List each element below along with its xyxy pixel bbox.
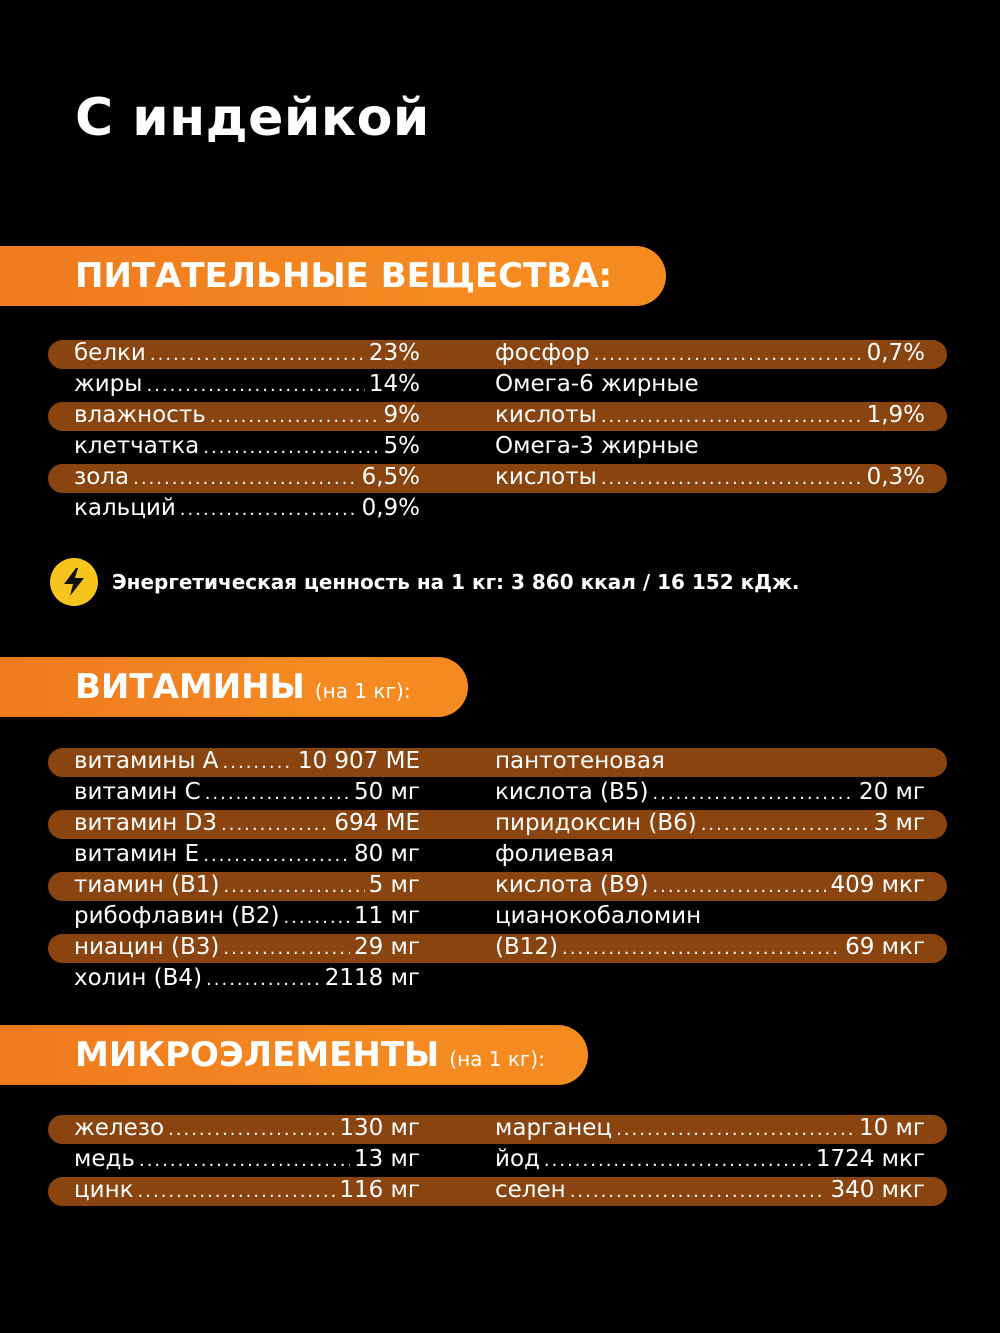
leader-dots [283, 902, 350, 933]
nutrient-label: белки [74, 340, 146, 366]
micro-value: 130 мг [339, 1115, 420, 1141]
nutrient-value: 5% [383, 433, 420, 459]
vitamin-label: холин (В4) [74, 965, 203, 991]
leader-dots [133, 463, 357, 494]
nutrient-label: кислоты [495, 464, 597, 490]
vitamins-heading: ВИТАМИНЫ [75, 667, 305, 707]
vitamin-value: 694 МЕ [334, 810, 420, 836]
leader-dots [601, 463, 863, 494]
vitamin-value: 2118 мг [324, 965, 420, 991]
leader-dots [223, 747, 294, 778]
vitamin-label: кислота (В5) [495, 779, 649, 805]
vitamin-label: (В12) [495, 934, 558, 960]
leader-dots [138, 1176, 336, 1207]
vitamin-row [495, 808, 925, 839]
leader-dots [601, 401, 863, 432]
vitamin-row [74, 839, 420, 870]
lightning-bolt-icon [50, 558, 98, 606]
micro-row [74, 1113, 420, 1144]
micro-value: 13 мг [353, 1146, 420, 1172]
micro-row [495, 1113, 925, 1144]
leader-dots [206, 964, 321, 995]
nutrient-row [495, 338, 925, 369]
vitamin-value: 50 мг [353, 779, 420, 805]
leader-dots [221, 809, 330, 840]
vitamin-row [74, 808, 420, 839]
leader-dots [168, 1114, 335, 1145]
micro-label: медь [74, 1146, 135, 1172]
vitamin-value: 10 907 МЕ [297, 748, 420, 774]
vitamin-row [495, 932, 925, 963]
micro-label: цинк [74, 1177, 134, 1203]
leader-dots [139, 1145, 350, 1176]
vitamin-row [74, 870, 420, 901]
micro-label: железо [74, 1115, 165, 1141]
leader-dots [180, 494, 358, 525]
leader-dots [652, 778, 855, 809]
nutrient-value: 0,7% [866, 340, 925, 366]
micro-row [74, 1175, 420, 1206]
nutrient-row [495, 431, 925, 462]
vitamin-row [495, 839, 925, 870]
leader-dots [210, 401, 380, 432]
nutrient-value: 6,5% [361, 464, 420, 490]
micro-value: 10 мг [858, 1115, 925, 1141]
nutrients-heading: ПИТАТЕЛЬНЫЕ ВЕЩЕСТВА: [75, 256, 613, 296]
leader-dots [223, 871, 364, 902]
vitamins-banner [0, 657, 468, 717]
nutrient-label: Омега-6 жирные [495, 371, 699, 397]
leader-dots [594, 339, 863, 370]
nutrient-value: 14% [368, 371, 420, 397]
leader-dots [652, 871, 826, 902]
nutrient-row [74, 338, 420, 369]
micro-value: 340 мкг [830, 1177, 925, 1203]
nutrient-value: 23% [368, 340, 420, 366]
leader-dots [223, 933, 350, 964]
vitamin-row [495, 870, 925, 901]
vitamin-value: 69 мкг [845, 934, 925, 960]
vitamin-value: 20 мг [858, 779, 925, 805]
leader-dots [203, 432, 379, 463]
nutrients-banner [0, 246, 666, 306]
micro-row [74, 1144, 420, 1175]
vitamin-value: 409 мкг [830, 872, 925, 898]
vitamin-row [74, 777, 420, 808]
micro-heading: МИКРОЭЛЕМЕНТЫ [75, 1035, 440, 1075]
vitamin-label: витамин С [74, 779, 201, 805]
leader-dots [146, 370, 364, 401]
nutrient-row [74, 369, 420, 400]
vitamin-row [74, 932, 420, 963]
leader-dots [570, 1176, 827, 1207]
micro-value: 116 мг [339, 1177, 420, 1203]
vitamin-row [74, 901, 420, 932]
vitamin-label: тиамин (В1) [74, 872, 220, 898]
nutrient-row [495, 462, 925, 493]
vitamin-label: витамины А [74, 748, 219, 774]
energy-line [50, 558, 800, 606]
leader-dots [544, 1145, 812, 1176]
vitamin-label: кислота (В9) [495, 872, 649, 898]
micro-row [495, 1144, 925, 1175]
micro-value: 1724 мкг [815, 1146, 925, 1172]
nutrient-row [74, 462, 420, 493]
nutrient-row [74, 431, 420, 462]
vitamin-row [74, 746, 420, 777]
micro-banner [0, 1025, 588, 1085]
nutrient-value: 9% [383, 402, 420, 428]
nutrient-row [74, 493, 420, 524]
vitamin-label: цианокобаломин [495, 903, 702, 929]
nutrient-label: зола [74, 464, 130, 490]
micro-subheading: (на 1 кг): [449, 1047, 545, 1071]
nutrient-row [495, 400, 925, 431]
vitamin-row [495, 901, 925, 932]
leader-dots [203, 840, 350, 871]
vitamin-label: витамин D3 [74, 810, 217, 836]
nutrient-value: 1,9% [866, 402, 925, 428]
vitamin-value: 5 мг [368, 872, 420, 898]
nutrient-label: жиры [74, 371, 143, 397]
nutrient-row [495, 369, 925, 400]
leader-dots [150, 339, 365, 370]
vitamin-value: 3 мг [873, 810, 925, 836]
nutrient-label: кислоты [495, 402, 597, 428]
vitamin-label: пантотеновая [495, 748, 665, 774]
vitamin-row [495, 777, 925, 808]
nutrient-label: Омега-3 жирные [495, 433, 699, 459]
nutrient-label: клетчатка [74, 433, 200, 459]
micro-label: селен [495, 1177, 566, 1203]
micro-label: йод [495, 1146, 540, 1172]
nutrient-label: фосфор [495, 340, 590, 366]
vitamins-subheading: (на 1 кг): [314, 679, 411, 703]
vitamin-value: 29 мг [353, 934, 420, 960]
leader-dots [562, 933, 841, 964]
vitamin-label: пиридоксин (В6) [495, 810, 697, 836]
leader-dots [205, 778, 350, 809]
vitamin-value: 11 мг [353, 903, 420, 929]
nutrient-label: влажность [74, 402, 206, 428]
micro-label: марганец [495, 1115, 613, 1141]
vitamin-value: 80 мг [353, 841, 420, 867]
vitamin-row [495, 746, 925, 777]
micro-row [495, 1175, 925, 1206]
energy-value: Энергетическая ценность на 1 кг: 3 860 ккал / 16 152 кДж. [112, 570, 800, 594]
vitamin-row [74, 963, 420, 994]
vitamin-label: фолиевая [495, 841, 615, 867]
page-title: С индейкой [75, 88, 430, 148]
vitamin-label: ниацин (В3) [74, 934, 220, 960]
nutrient-value: 0,9% [361, 495, 420, 521]
nutrient-row [74, 400, 420, 431]
leader-dots [616, 1114, 855, 1145]
leader-dots [701, 809, 870, 840]
nutrient-value: 0,3% [866, 464, 925, 490]
vitamin-label: витамин Е [74, 841, 200, 867]
nutrient-label: кальций [74, 495, 176, 521]
vitamin-label: рибофлавин (В2) [74, 903, 280, 929]
